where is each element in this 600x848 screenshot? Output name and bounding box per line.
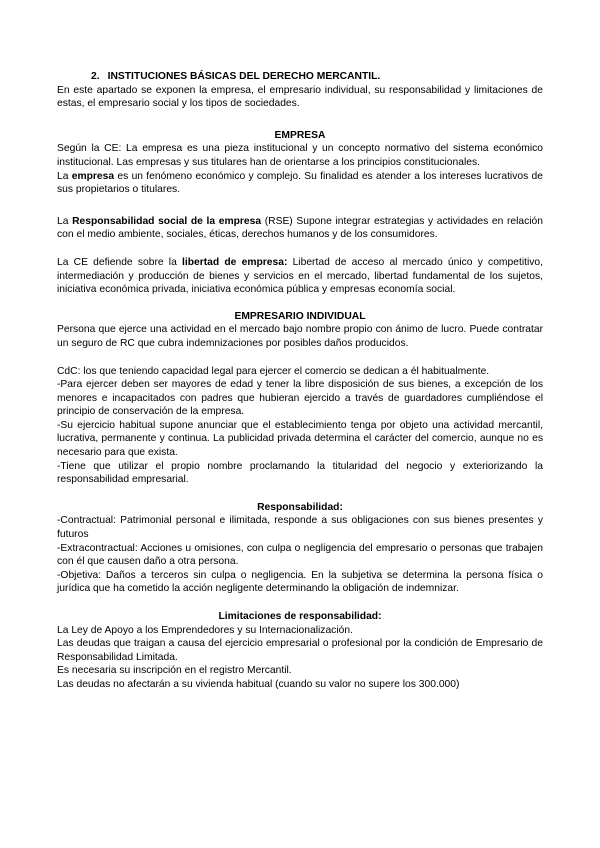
- rse-bold-term: Responsabilidad social de la empresa: [72, 215, 262, 227]
- heading-text: INSTITUCIONES BÁSICAS DEL DERECHO MERCANTIL.: [107, 71, 381, 82]
- responsabilidad-paragraph-1: -Contractual: Patrimonial personal e ilimitada, responde a sus obligaciones con sus bienes presentes y futuros: [57, 515, 543, 541]
- empresario-title: EMPRESARIO INDIVIDUAL: [234, 310, 366, 322]
- libertad-bold-term: libertad de empresa:: [182, 256, 288, 268]
- limitaciones-paragraph-2: Las deudas que traigan a causa del ejercicio empresarial o profesional por la condición de Empresario de Responsabilidad Limitada.: [57, 638, 543, 663]
- empresario-paragraph-2: CdC: los que teniendo capacidad legal para ejercer el comercio se dedican a él habitualmente.: [57, 365, 490, 377]
- responsabilidad-paragraph-2: -Extracontractual: Acciones u omisiones, con culpa o negligencia del empresario o personas que trabajen con él que causen daño a otra persona.: [57, 542, 543, 568]
- limitaciones-paragraph-4: Las deudas no afectarán a su vivienda habitual (cuando su valor no supere los 300.000): [57, 678, 460, 690]
- document-page: [57, 70, 543, 692]
- empresario-paragraph-3: -Para ejercer deben ser mayores de edad y tener la libre disposición de sus bienes, a excepción de los menores e incapacitados con padres que hubieran ejercido a través de guardadores cumpliéndose el principio de conservación de la empresa.: [57, 379, 543, 418]
- heading-number: 2.: [91, 71, 100, 82]
- rse-paragraph: La Responsabilidad social de la empresa (RSE) Supone integrar estrategias y actividades en relación con el medio ambiente, sociales, éticas, derechos humanos y de los consumidores.: [57, 215, 543, 241]
- intro-paragraph: En este apartado se exponen la empresa, el empresario individual, su responsabilidad y limitaciones de estas, el empresario social y los tipos de sociedades.: [57, 84, 543, 110]
- limitaciones-paragraph-1: La Ley de Apoyo a los Emprendedores y su Internacionalización.: [57, 624, 353, 636]
- empresa-title: EMPRESA: [274, 129, 326, 141]
- limitaciones-title: Limitaciones de responsabilidad:: [218, 611, 382, 622]
- limitaciones-paragraph-3: Es necesaria su inscripción en el registro Mercantil.: [57, 665, 292, 677]
- section-heading: [91, 70, 543, 84]
- responsabilidad-title: Responsabilidad:: [257, 501, 343, 513]
- empresa-paragraph-1: Según la CE: La empresa es una pieza institucional y un concepto normativo del sistema económico institucional. Las empresas y sus titulares han de orientarse a los principios constitucionales.: [57, 143, 543, 168]
- empresa-paragraph-2: La empresa es un fenómeno económico y complejo. Su finalidad es atender a los intereses lucrativos de sus propietarios o titulares.: [57, 170, 543, 196]
- empresario-paragraph-4: -Su ejercicio habitual supone anunciar que el establecimiento tenga por objeto una actividad mercantil, lucrativa, permanente y continua. La publicidad privada determina el carácter del comercio, aunque no es necesario para que exista.: [57, 419, 543, 459]
- empresa-bold-term: empresa: [71, 170, 115, 182]
- responsabilidad-paragraph-3: -Objetiva: Daños a terceros sin culpa o negligencia. En la subjetiva se determina la persona física o jurídica que ha cometido la acción negligente determinando la obligación de indemnizar.: [57, 569, 543, 595]
- empresario-paragraph-5: -Tiene que utilizar el propio nombre proclamando la titularidad del negocio y exteriorizando la responsabilidad empresarial.: [57, 460, 543, 486]
- empresario-paragraph-1: Persona que ejerce una actividad en el mercado bajo nombre propio con ánimo de lucro. Puede contratar un seguro de RC que cubra indemnizaciones por posibles daños producidos.: [57, 324, 543, 349]
- libertad-paragraph: La CE defiende sobre la libertad de empresa: Libertad de acceso al mercado único y competitivo, intermediación y producción de bienes y servicios en el mercado, libertad fundamental de los sujetos, iniciativa económica privada, iniciativa económica pública y empresas economía social.: [57, 256, 543, 296]
